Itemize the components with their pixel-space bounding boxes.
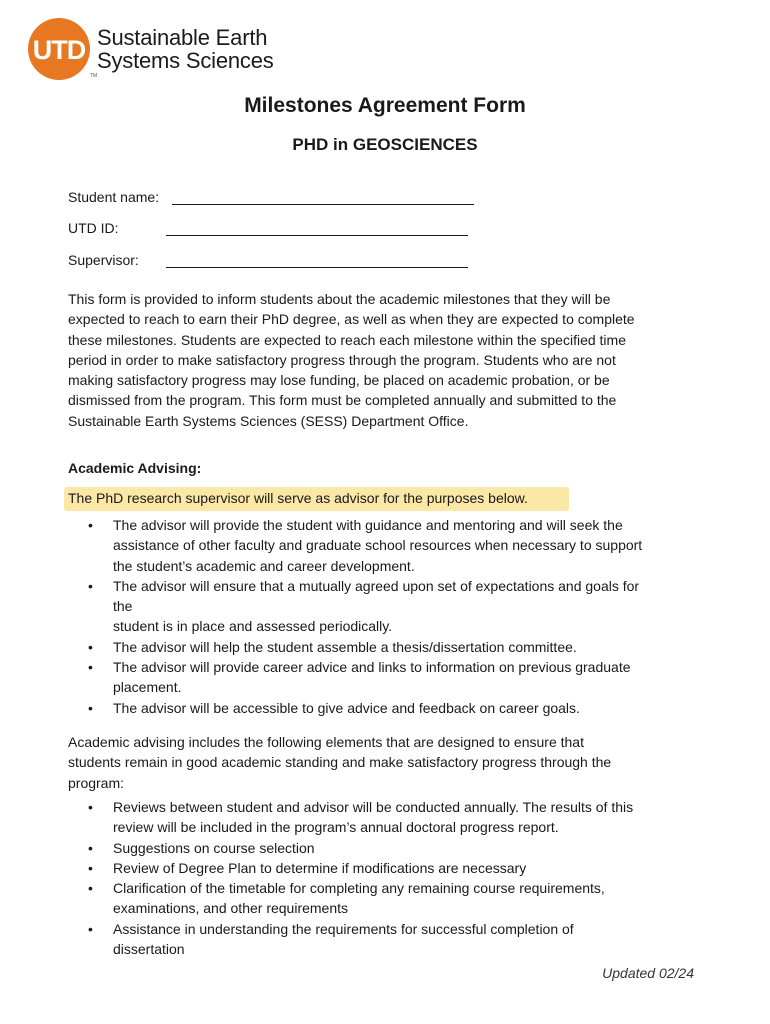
list-item (68, 637, 708, 657)
page-title: Milestones Agreement Form (244, 94, 526, 117)
list-item-line: Assistance in understanding the requirements for successful completion of (113, 920, 574, 937)
bullet-icon: • (88, 839, 93, 856)
utd-id-line[interactable] (166, 235, 468, 236)
sess-logo (27, 17, 277, 87)
intro-line: Sustainable Earth Systems Sciences (SESS) Department Office. (68, 412, 469, 429)
bullet-icon: • (88, 920, 93, 937)
list-item-line: the (113, 598, 133, 615)
list-item-line: Clarification of the timetable for completing any remaining course requirements, (113, 880, 605, 897)
advising-heading: Academic Advising: (68, 460, 202, 476)
logo-trademark: TM (90, 73, 98, 79)
list-item-line: Reviews between student and advisor will be conducted annually. The results of this (113, 799, 634, 815)
list-item (68, 698, 708, 718)
elements-line: program: (68, 774, 125, 791)
utd-logo-icon (27, 17, 91, 81)
list-item (68, 858, 708, 878)
list-item-line: The advisor will provide career advice and links to information on previous graduate (113, 659, 631, 676)
updated-date: Updated 02/24 (602, 965, 694, 981)
student-name-label: Student name: (68, 189, 160, 205)
list-item-line: student is in place and assessed periodically. (113, 618, 393, 635)
list-item-line: The advisor will help the student assemble a thesis/dissertation committee. (113, 638, 577, 655)
intro-line: expected to reach to earn their PhD degree, as well as when they are expected to complete (68, 311, 635, 328)
bullet-icon: • (88, 659, 93, 676)
intro-line: making satisfactory progress may lose funding, be placed on academic probation, or be (68, 372, 610, 389)
intro-line: dismissed from the program. This form must be completed annually and submitted to the (68, 392, 617, 409)
list-item (68, 515, 708, 576)
page-subtitle: PHD in GEOSCIENCES (292, 135, 478, 154)
bullet-icon: • (88, 638, 93, 655)
list-item (68, 657, 708, 698)
list-item-line: Review of Degree Plan to determine if modifications are necessary (113, 859, 527, 876)
advising-elements-list (68, 797, 708, 959)
bullet-icon: • (88, 517, 93, 533)
list-item-line: The advisor will provide the student with guidance and mentoring and will seek the (113, 517, 623, 533)
student-name-line[interactable] (172, 204, 474, 205)
bullet-icon: • (88, 799, 93, 815)
list-item-line: review will be included in the program’s annual doctoral progress report. (113, 819, 559, 836)
list-item (68, 919, 708, 960)
bullet-icon: • (88, 699, 93, 716)
logo-mark-text: UTD (32, 35, 86, 65)
bullet-icon: • (88, 577, 93, 594)
list-item-line: placement. (113, 679, 182, 696)
advisor-duties-list (68, 515, 708, 718)
elements-line: Academic advising includes the following elements that are designed to ensure that (68, 734, 584, 750)
intro-line: these milestones. Students are expected to reach each milestone within the specified time (68, 331, 626, 348)
list-item-line: Suggestions on course selection (113, 839, 315, 856)
list-item (68, 576, 708, 637)
list-item (68, 797, 708, 838)
list-item-line: the student’s academic and career development. (113, 557, 415, 574)
intro-line: period in order to make satisfactory progress through the program. Students who are not (68, 351, 616, 368)
list-item (68, 878, 708, 919)
supervisor-label: Supervisor: (68, 252, 139, 268)
utd-id-label: UTD ID: (68, 220, 119, 236)
list-item-line: dissertation (113, 941, 185, 958)
list-item-line: assistance of other faculty and graduate school resources when necessary to support (113, 537, 643, 554)
intro-paragraph (68, 289, 708, 431)
intro-line: This form is provided to inform students about the academic milestones that they will be (68, 291, 611, 307)
logo-wordmark (97, 26, 274, 72)
list-item (68, 838, 708, 858)
elements-line: students remain in good academic standing and make satisfactory progress through the (68, 754, 612, 771)
bullet-icon: • (88, 859, 93, 876)
supervisor-line[interactable] (166, 267, 468, 268)
list-item-line: The advisor will ensure that a mutually agreed upon set of expectations and goals for (113, 577, 640, 594)
logo-line-2: Systems Sciences (97, 48, 274, 73)
elements-paragraph (68, 732, 708, 793)
advisor-highlight-text: The PhD research supervisor will serve as advisor for the purposes below. (68, 490, 528, 506)
list-item-line: examinations, and other requirements (113, 900, 349, 917)
bullet-icon: • (88, 880, 93, 897)
list-item-line: The advisor will be accessible to give advice and feedback on career goals. (113, 699, 580, 716)
logo-line-1: Sustainable Earth (97, 25, 268, 50)
